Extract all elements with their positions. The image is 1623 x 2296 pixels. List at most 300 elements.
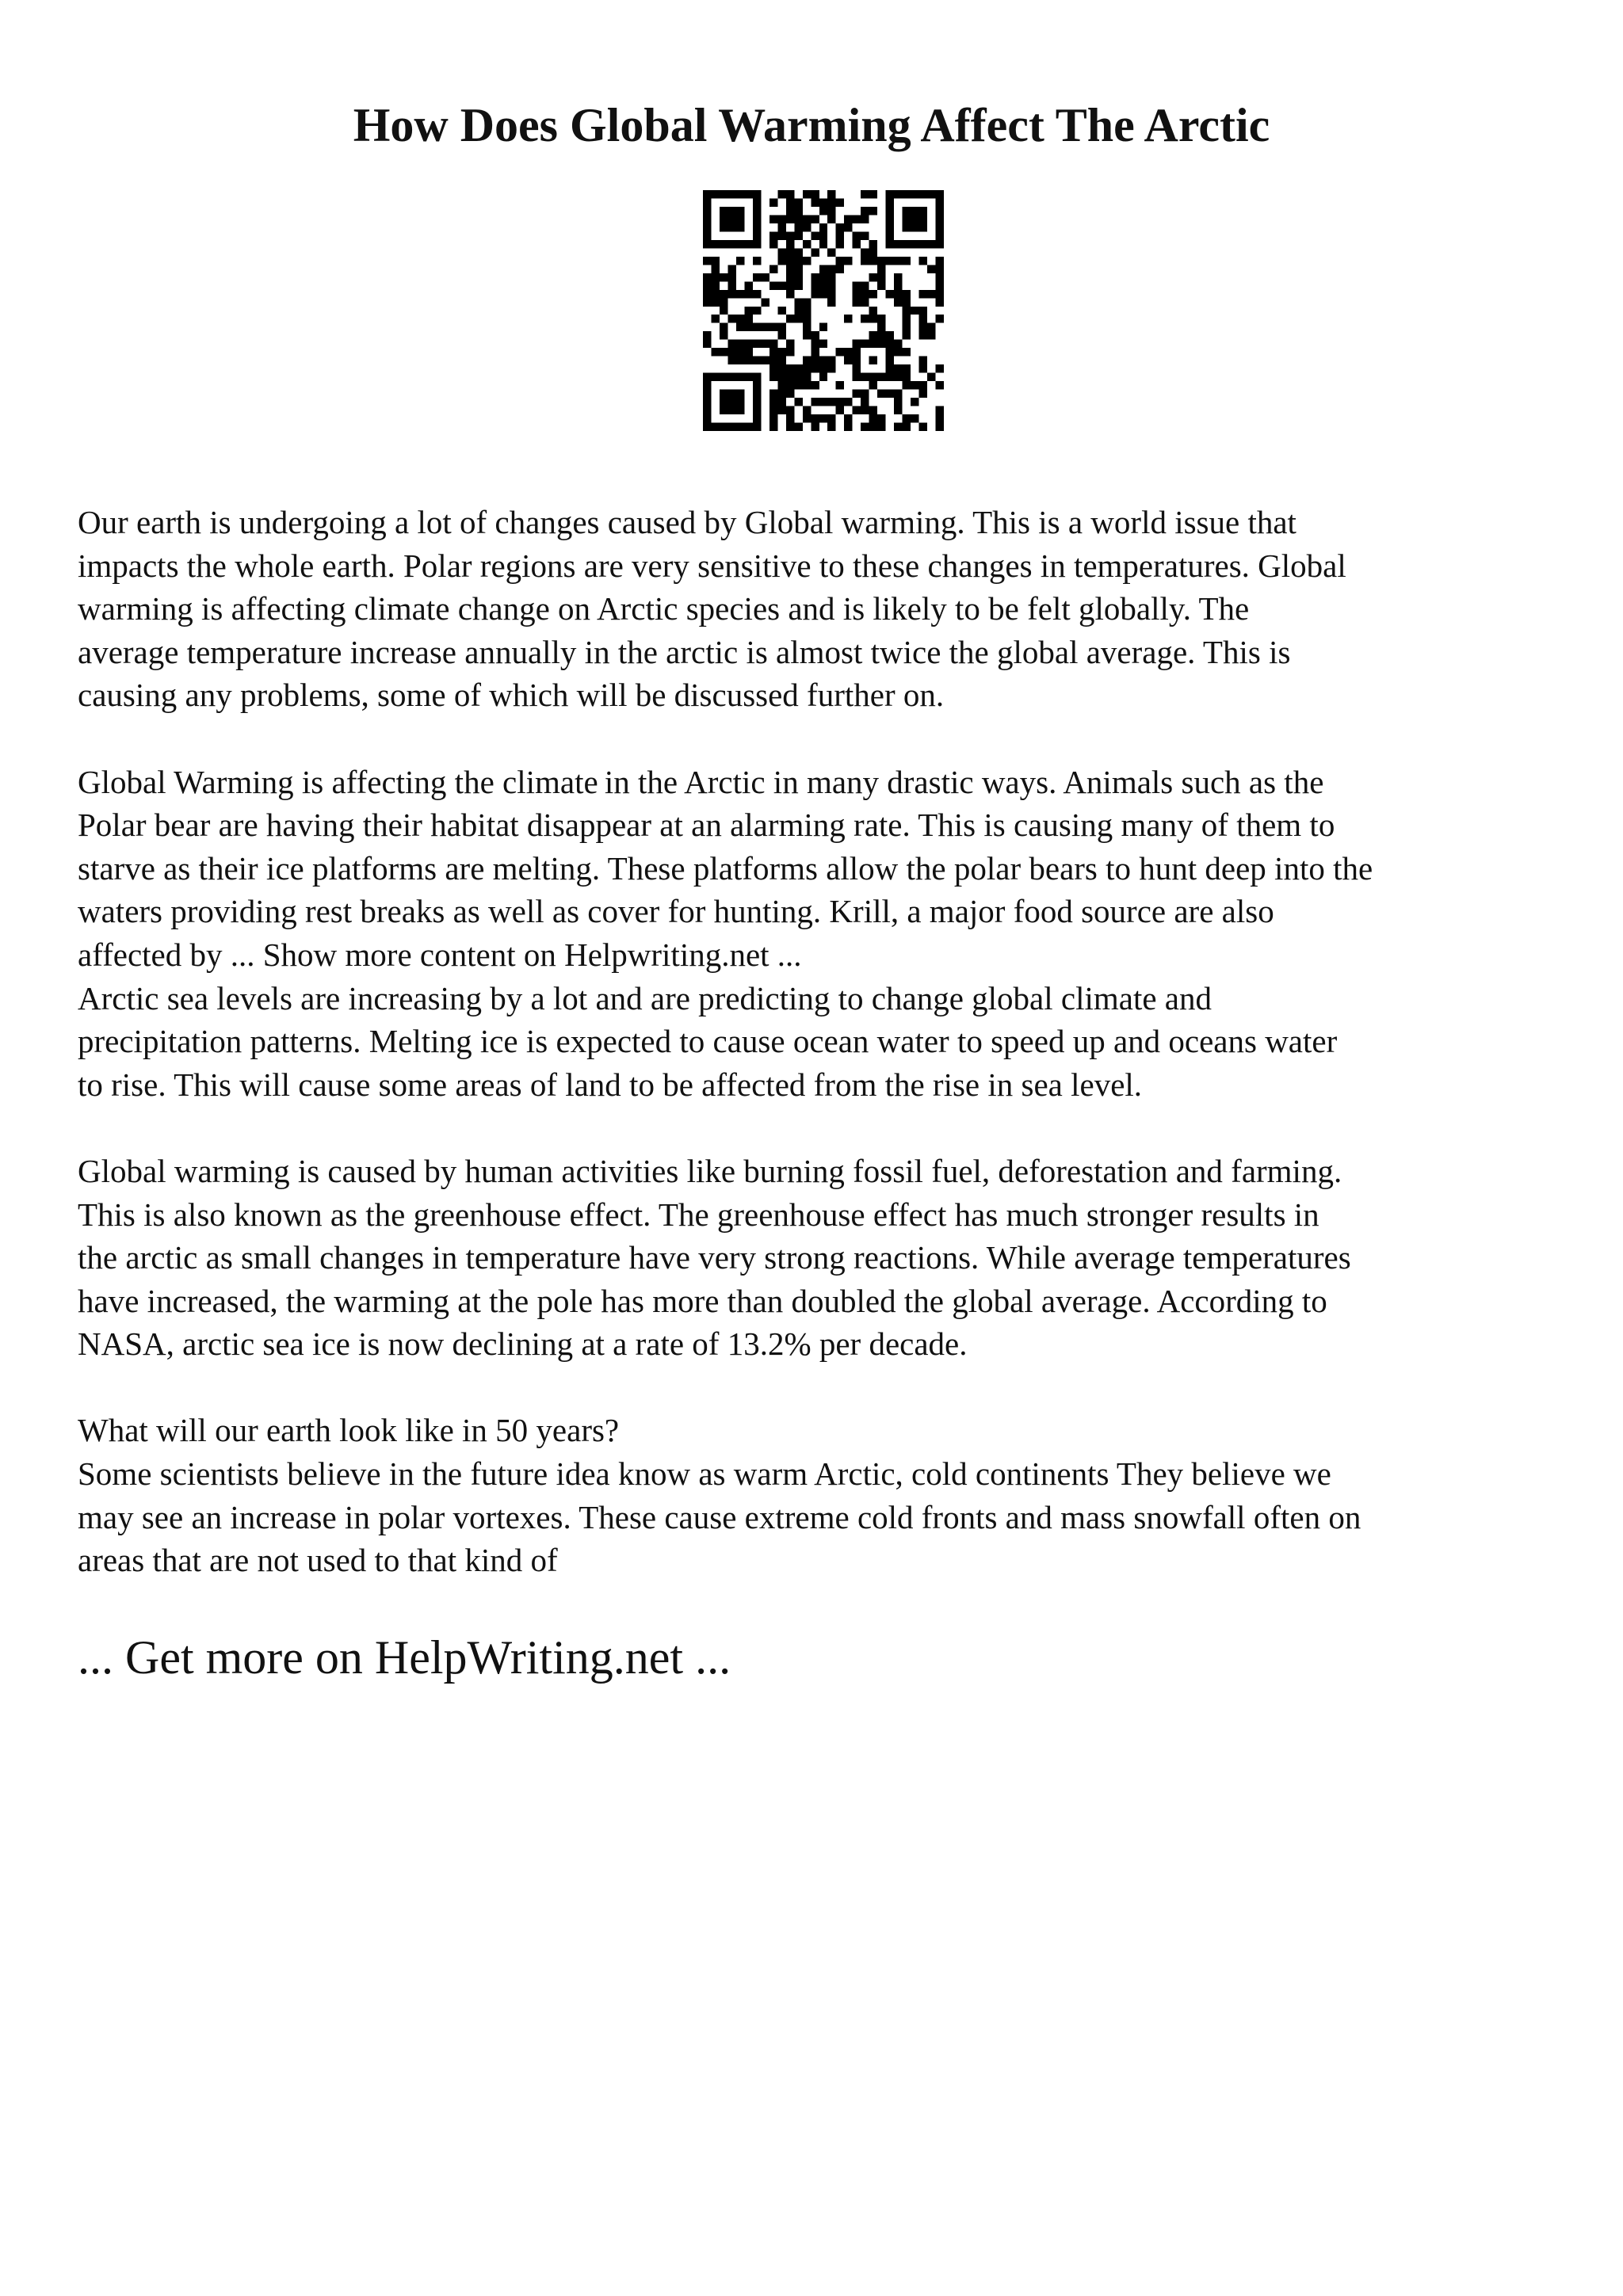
qr-module <box>853 231 861 239</box>
qr-module <box>869 290 877 298</box>
qr-module <box>869 406 877 414</box>
qr-module <box>703 331 711 339</box>
qr-module <box>777 307 785 315</box>
qr-module <box>936 223 944 231</box>
qr-module <box>803 364 811 372</box>
qr-module <box>919 357 927 364</box>
qr-module <box>720 398 727 406</box>
qr-module <box>786 231 794 239</box>
qr-module <box>761 340 769 348</box>
qr-module <box>711 348 719 356</box>
qr-module <box>803 298 811 306</box>
qr-module <box>711 190 719 198</box>
qr-module <box>736 348 744 356</box>
qr-module <box>703 240 711 248</box>
qr-module <box>794 273 802 281</box>
qr-module <box>736 423 744 431</box>
qr-module <box>844 414 852 422</box>
qr-module <box>786 423 794 431</box>
get-more-link[interactable]: ... Get more on HelpWriting.net ... <box>78 1631 731 1684</box>
qr-module <box>903 381 911 389</box>
qr-module <box>803 190 811 198</box>
qr-module <box>720 406 727 414</box>
qr-module <box>861 207 869 215</box>
text-line: areas that are not used to that kind of <box>78 1542 558 1579</box>
qr-module <box>819 414 827 422</box>
text-line: Polar bear are having their habitat disappear at an alarming rate. This is causing many of them to <box>78 807 1335 844</box>
qr-module <box>727 290 735 298</box>
qr-module <box>769 240 777 248</box>
qr-module <box>811 348 819 356</box>
qr-module <box>861 190 869 198</box>
qr-module <box>744 323 752 331</box>
text-line: Global warming is caused by human activities like burning fossil fuel, deforestation and farming. <box>78 1152 1342 1189</box>
qr-module <box>819 265 827 273</box>
qr-module <box>720 348 727 356</box>
qr-module <box>936 381 944 389</box>
qr-module <box>861 423 869 431</box>
qr-module <box>703 273 711 281</box>
qr-module <box>886 357 894 364</box>
qr-module <box>769 348 777 356</box>
qr-module <box>744 315 752 322</box>
qr-module <box>753 406 761 414</box>
qr-module <box>736 223 744 231</box>
qr-module <box>777 331 785 339</box>
qr-module <box>936 273 944 281</box>
qr-module <box>769 265 777 273</box>
qr-module <box>803 414 811 422</box>
qr-module <box>919 331 927 339</box>
qr-module <box>794 373 802 381</box>
qr-module <box>811 281 819 289</box>
qr-module <box>786 315 794 322</box>
qr-module <box>911 223 918 231</box>
qr-module <box>744 357 752 364</box>
qr-module <box>861 298 869 306</box>
qr-module <box>753 423 761 431</box>
qr-module <box>703 298 711 306</box>
qr-module <box>927 373 935 381</box>
qr-module <box>827 281 835 289</box>
qr-module <box>720 390 727 398</box>
qr-module <box>786 364 794 372</box>
qr-module <box>819 207 827 215</box>
text-line: average temperature increase annually in the arctic is almost twice the global average. This is <box>78 633 1291 670</box>
qr-module <box>936 265 944 273</box>
qr-module <box>777 257 785 265</box>
qr-module <box>877 414 885 422</box>
qr-module <box>769 406 777 414</box>
qr-module <box>903 298 911 306</box>
qr-module <box>720 207 727 215</box>
qr-module <box>869 307 877 315</box>
qr-module <box>936 207 944 215</box>
text-line: impacts the whole earth. Polar regions are very sensitive to these changes in temperatures. Global <box>78 547 1346 584</box>
qr-module <box>753 257 761 265</box>
qr-module <box>727 223 735 231</box>
qr-module <box>786 290 794 298</box>
qr-module <box>861 248 869 256</box>
qr-module <box>703 231 711 239</box>
qr-module <box>703 198 711 206</box>
qr-module <box>703 215 711 223</box>
qr-module <box>794 265 802 273</box>
qr-module <box>769 373 777 381</box>
qr-module <box>936 298 944 306</box>
qr-module <box>819 290 827 298</box>
qr-module <box>753 273 761 281</box>
qr-module <box>936 231 944 239</box>
qr-module <box>853 357 861 364</box>
qr-module <box>894 348 902 356</box>
page-title: How Does Global Warming Affect The Arctic <box>353 99 1270 151</box>
qr-module <box>727 423 735 431</box>
paragraph-1 <box>78 501 1583 717</box>
qr-module <box>736 390 744 398</box>
qr-module <box>794 207 802 215</box>
qr-module <box>919 381 927 389</box>
qr-module <box>827 265 835 273</box>
qr-module <box>794 257 802 265</box>
qr-module <box>886 231 894 239</box>
qr-module <box>936 240 944 248</box>
qr-module <box>819 373 827 381</box>
text-line: warming is affecting climate change on Arctic species and is likely to be felt globally. The <box>78 590 1250 627</box>
qr-module <box>853 215 861 223</box>
text-line: the arctic as small changes in temperature have very strong reactions. While average temperatures <box>78 1239 1351 1276</box>
qr-module <box>811 414 819 422</box>
qr-module <box>919 307 927 315</box>
qr-module <box>753 190 761 198</box>
qr-module <box>761 357 769 364</box>
qr-module <box>811 398 819 406</box>
qr-module <box>844 315 852 322</box>
qr-module <box>703 290 711 298</box>
qr-module <box>727 315 735 322</box>
qr-code-icon <box>703 190 944 431</box>
qr-module <box>853 373 861 381</box>
qr-module <box>727 265 735 273</box>
qr-module <box>827 273 835 281</box>
qr-module <box>703 207 711 215</box>
qr-module <box>727 273 735 281</box>
qr-module <box>903 307 911 315</box>
qr-module <box>886 257 894 265</box>
text-line: This is also known as the greenhouse effect. The greenhouse effect has much stronger results in <box>78 1196 1319 1233</box>
qr-module <box>919 223 927 231</box>
qr-module <box>761 323 769 331</box>
qr-module <box>861 281 869 289</box>
qr-module <box>744 290 752 298</box>
qr-module <box>720 190 727 198</box>
qr-module <box>936 406 944 414</box>
qr-module <box>844 398 852 406</box>
qr-module <box>911 215 918 223</box>
qr-module <box>753 414 761 422</box>
qr-module <box>777 398 785 406</box>
qr-module <box>794 398 802 406</box>
qr-module <box>720 215 727 223</box>
qr-module <box>703 340 711 348</box>
qr-module <box>827 190 835 198</box>
qr-module <box>720 373 727 381</box>
qr-module <box>703 406 711 414</box>
qr-module <box>803 307 811 315</box>
qr-module <box>736 373 744 381</box>
qr-module <box>919 364 927 372</box>
qr-module <box>877 323 885 331</box>
qr-module <box>836 223 844 231</box>
qr-module <box>803 331 811 339</box>
qr-module <box>819 281 827 289</box>
qr-module <box>711 273 719 281</box>
qr-module <box>703 390 711 398</box>
qr-module <box>703 423 711 431</box>
qr-module <box>819 364 827 372</box>
qr-module <box>803 315 811 322</box>
qr-module <box>753 207 761 215</box>
qr-module <box>803 406 811 414</box>
qr-module <box>877 373 885 381</box>
qr-module <box>869 331 877 339</box>
qr-module <box>703 381 711 389</box>
qr-module <box>753 198 761 206</box>
qr-module <box>736 398 744 406</box>
qr-module <box>753 215 761 223</box>
qr-module <box>811 290 819 298</box>
qr-module <box>786 215 794 223</box>
qr-module <box>811 331 819 339</box>
qr-module <box>777 373 785 381</box>
qr-module <box>836 406 844 414</box>
qr-module <box>777 364 785 372</box>
qr-module <box>919 207 927 215</box>
qr-module <box>894 340 902 348</box>
qr-module <box>827 207 835 215</box>
qr-module <box>753 231 761 239</box>
qr-module <box>886 290 894 298</box>
qr-module <box>853 281 861 289</box>
qr-module <box>720 290 727 298</box>
qr-module <box>777 281 785 289</box>
qr-module <box>903 207 911 215</box>
qr-module <box>753 240 761 248</box>
qr-module <box>861 231 869 239</box>
qr-module <box>786 240 794 248</box>
qr-module <box>861 257 869 265</box>
qr-module <box>819 231 827 239</box>
qr-module <box>894 281 902 289</box>
qr-module <box>703 281 711 289</box>
qr-module <box>720 298 727 306</box>
qr-module <box>744 281 752 289</box>
qr-module <box>786 198 794 206</box>
qr-module <box>744 307 752 315</box>
qr-module <box>727 190 735 198</box>
qr-module <box>911 414 918 422</box>
qr-module <box>744 340 752 348</box>
qr-module <box>727 281 735 289</box>
qr-module <box>720 423 727 431</box>
qr-module <box>720 273 727 281</box>
text-line: have increased, the warming at the pole has more than doubled the global average. According to <box>78 1282 1327 1319</box>
qr-module <box>769 423 777 431</box>
qr-module <box>736 215 744 223</box>
qr-module <box>894 240 902 248</box>
qr-module <box>769 357 777 364</box>
qr-module <box>903 240 911 248</box>
qr-module <box>869 315 877 322</box>
qr-module <box>919 390 927 398</box>
qr-module <box>769 390 777 398</box>
qr-module <box>703 190 711 198</box>
qr-module <box>877 390 885 398</box>
qr-module <box>827 398 835 406</box>
qr-module <box>786 273 794 281</box>
qr-module <box>769 231 777 239</box>
qr-module <box>711 373 719 381</box>
qr-module <box>936 315 944 322</box>
qr-module <box>786 373 794 381</box>
qr-module <box>803 240 811 248</box>
qr-module <box>819 223 827 231</box>
qr-module <box>827 364 835 372</box>
qr-module <box>753 290 761 298</box>
qr-module <box>886 215 894 223</box>
qr-module <box>877 257 885 265</box>
qr-module <box>894 406 902 414</box>
qr-module <box>761 273 769 281</box>
qr-module <box>886 348 894 356</box>
qr-module <box>711 423 719 431</box>
qr-module <box>861 315 869 322</box>
text-line: NASA, arctic sea ice is now declining at a rate of 13.2% per decade. <box>78 1325 968 1363</box>
qr-module <box>786 348 794 356</box>
qr-module <box>727 398 735 406</box>
qr-module <box>794 298 802 306</box>
qr-module <box>936 190 944 198</box>
qr-module <box>903 190 911 198</box>
qr-module <box>936 414 944 422</box>
qr-module <box>819 198 827 206</box>
qr-module <box>927 331 935 339</box>
qr-module <box>736 323 744 331</box>
qr-module <box>811 215 819 223</box>
qr-module <box>753 373 761 381</box>
qr-module <box>811 357 819 364</box>
qr-module <box>727 348 735 356</box>
qr-module <box>936 423 944 431</box>
article-body <box>78 501 1583 1582</box>
qr-module <box>786 190 794 198</box>
qr-module <box>727 207 735 215</box>
qr-module <box>711 281 719 289</box>
qr-module <box>886 207 894 215</box>
qr-module <box>794 307 802 315</box>
qr-module <box>786 340 794 348</box>
qr-module <box>861 373 869 381</box>
qr-module <box>727 390 735 398</box>
qr-module <box>861 398 869 406</box>
qr-module <box>803 215 811 223</box>
qr-module <box>777 357 785 364</box>
qr-module <box>827 248 835 256</box>
qr-module <box>819 357 827 364</box>
qr-module <box>753 357 761 364</box>
qr-module <box>819 273 827 281</box>
qr-module <box>811 198 819 206</box>
qr-module <box>927 265 935 273</box>
qr-module <box>803 257 811 265</box>
qr-module <box>827 423 835 431</box>
qr-module <box>803 323 811 331</box>
qr-module <box>703 398 711 406</box>
qr-module <box>794 223 802 231</box>
qr-module <box>736 240 744 248</box>
qr-module <box>886 331 894 339</box>
qr-module <box>819 240 827 248</box>
qr-module <box>853 364 861 372</box>
qr-module <box>753 398 761 406</box>
qr-module <box>727 357 735 364</box>
qr-module <box>794 248 802 256</box>
text-line: precipitation patterns. Melting ice is expected to cause ocean water to speed up and oceans water <box>78 1023 1338 1060</box>
qr-module <box>903 290 911 298</box>
qr-module <box>777 223 785 231</box>
qr-module <box>811 190 819 198</box>
qr-module <box>703 373 711 381</box>
qr-module <box>861 215 869 223</box>
qr-module <box>786 248 794 256</box>
qr-module <box>894 190 902 198</box>
qr-module <box>777 323 785 331</box>
qr-module <box>886 198 894 206</box>
qr-module <box>803 223 811 231</box>
qr-module <box>936 215 944 223</box>
qr-module <box>769 364 777 372</box>
qr-module <box>811 340 819 348</box>
qr-module <box>794 198 802 206</box>
qr-module <box>777 390 785 398</box>
text-line: waters providing rest breaks as well as cover for hunting. Krill, a major food source are also <box>78 893 1274 930</box>
qr-module <box>927 290 935 298</box>
qr-module <box>827 290 835 298</box>
qr-module <box>727 373 735 381</box>
qr-module <box>886 364 894 372</box>
qr-module <box>753 381 761 389</box>
text-line: causing any problems, some of which will be discussed further on. <box>78 677 945 714</box>
qr-module <box>827 198 835 206</box>
qr-module <box>811 364 819 372</box>
qr-module <box>903 215 911 223</box>
qr-module <box>753 390 761 398</box>
qr-module <box>919 257 927 265</box>
qr-module <box>711 240 719 248</box>
qr-module <box>720 223 727 231</box>
qr-module <box>794 231 802 239</box>
paragraph-4 <box>78 1409 1583 1581</box>
qr-module <box>886 340 894 348</box>
qr-module <box>861 390 869 398</box>
qr-module <box>777 381 785 389</box>
qr-module <box>819 340 827 348</box>
qr-module <box>877 331 885 339</box>
qr-module <box>769 323 777 331</box>
qr-module <box>827 414 835 422</box>
qr-module <box>777 231 785 239</box>
qr-module <box>844 257 852 265</box>
